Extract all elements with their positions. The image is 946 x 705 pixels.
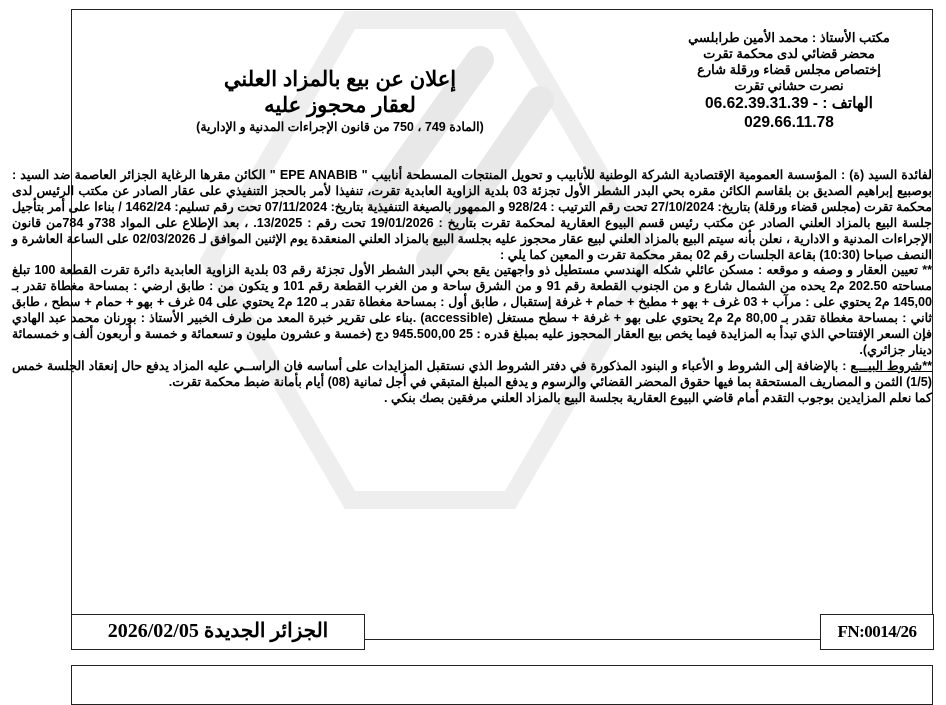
paragraph-bidder-notice: كما نعلم المزايدين بوجوب التقدم أمام قاضي البيوع العقارية بجلسة البيع بالمزاد العلني مرفقين بصك بنكي . <box>383 390 932 405</box>
phone-label: الهاتف : <box>822 95 873 112</box>
file-number-box: FN:0014/26 <box>820 614 934 650</box>
office-phone-line <box>654 94 924 113</box>
phone-mobile: 06.62.39.31.39 <box>705 95 809 112</box>
phone-landline: 029.66.11.78 <box>744 114 834 131</box>
announcement-title <box>150 66 530 136</box>
paragraph-parties: لفائدة السيد (ة) : المؤسسة العمومية الإقتصادية الشركة الوطنية للأنابيب و تحويل المنتجات المسطحة أنابيب " EPE ANABIB " الكائن مقرها الرغاية الجزائر العاصمة ضد السيد : بوصبيع إبراهيم الصديق بن بلقاسم الكائن مقره بحي البدر الشطر الأول تجزئة 03 بلدية الزاوية العابدية تقرت، تنفيذا لأمر بالحجز التنفيذي على عقار الصادر عن مكتب الرئيس لدى محكمة تقرت (مجلس قضاء ورقلة) بتاريخ: 27/10/2024 تحت رقم الترتيب : 928/24 و الممهور بالصيغة التنفيذية بتاريخ: 07/11/2024 تحت رقم تسليم: 1462/24 / بناءا على أمر بتأجيل جلسة البيع بالمزاد العلني الصادر عن مكتب رئيس قسم البيوع العقارية لمحكمة تقرت بتاريخ : 19/01/2026 تحت رقم : 13/2025. ، بعد الإطلاع على المواد 738و 784من قانون الإجراءات المدنية و الادارية ، نعلن بأنه سيتم البيع بالمزاد العلني لبيع عقار محجوز عليه بجلسة البيع بالمزاد العلني المنعقدة يوم الإثنين الموافق لـ 02/03/2026 على الساعة العاشرة و النصف صباحا (10:30) بقاعة الجلسات رقم 02 بمقر محكمة تقرت و المعين كما يلي : <box>12 168 933 262</box>
paragraph-property-description: ** تعيين العقار و وصفه و موقعه : مسكن عائلي شكله الهندسي مستطيل ذو واجهتين يقع بحي البدر الشطر الأول تجزئة رقم 03 بلدية الزاوية العابدية دائرة تقرت القطعة 100 تبلغ مساحته 202.50 م2 يحده من الشمال شارع و من الجنوب القطعة رقم 91 و من الشرق ساحة و من الغرب القطعة رقم 101 و يتكون من : طابق ارضي : بمساحة مغطاة تقدر بـ 145,00 م2 يحتوي على : مرآب + 03 غرف + بهو + مطبخ + حمام + غرفة إستقبال ، طابق أول : بمساحة مغطاة تقدر بـ 120 م2 يحتوي على 04 غرف + بهو + حمام + سطح ، طابق ثاني : بمساحة مغطاة تقدر بـ 80,00 م2 م2 يحتوي على بهو + غرفة + سطح مستغل (accessible) .بناء على تقرير خبرة المعد من طرف الخبير الأستاذ : بورنان محمد عبد الهادي فإن السعر الإفتتاحي الذي تبدأ به المزايدة فيما يخص بيع العقار المحجوز عليه بمبلغ قدره : 25 945.500,00 دج (خمسة و عشرون مليون و تسعمائة و خمسة و أربعون ألف و خمسمائة دينار جزائري). <box>12 263 933 357</box>
bailiff-office-info <box>654 30 924 132</box>
office-jurisdiction: إختصاص مجلس قضاء ورقلة شارع <box>697 62 881 77</box>
paragraph-sale-conditions <box>12 359 932 391</box>
legal-reference: (المادة 749 ، 750 من قانون الإجراءات المدنية و الإدارية) <box>196 120 484 134</box>
office-role: محضر قضائي لدى محكمة تقرت <box>703 46 875 61</box>
office-address: نصرت حشاني تقرت <box>734 78 844 93</box>
phone-separator: - <box>812 95 818 112</box>
office-name: مكتب الأستاذ : محمد الأمين طرابلسي <box>688 30 890 45</box>
sale-conditions-text: : بالإضافة إلى الشروط و الأعباء و البنود المذكورة في دفتر الشروط الذي نستقبل المزايدات على أساسه فان الراســي عليه المزاد يدفع حال إنعقاد الجلسة خمس (1/5) الثمن و المصاريف المستحقة بما فيها حقوق المحضر القضائي والرسوم و يدفع المبلغ المتبقي في أجل ثمانية (08) أيام بأمانة ضبط محكمة تقرت. <box>12 358 932 389</box>
newspaper-date-box: الجزائر الجديدة 2026/02/05 <box>71 614 365 650</box>
sale-conditions-label: **شروط البيـــع <box>850 358 933 373</box>
next-announcement-frame <box>71 665 933 705</box>
title-line-2: لعقار محجوز عليه <box>264 94 416 117</box>
announcement-body <box>12 168 932 407</box>
title-line-1: إعلان عن بيع بالمزاد العلني <box>223 68 457 91</box>
